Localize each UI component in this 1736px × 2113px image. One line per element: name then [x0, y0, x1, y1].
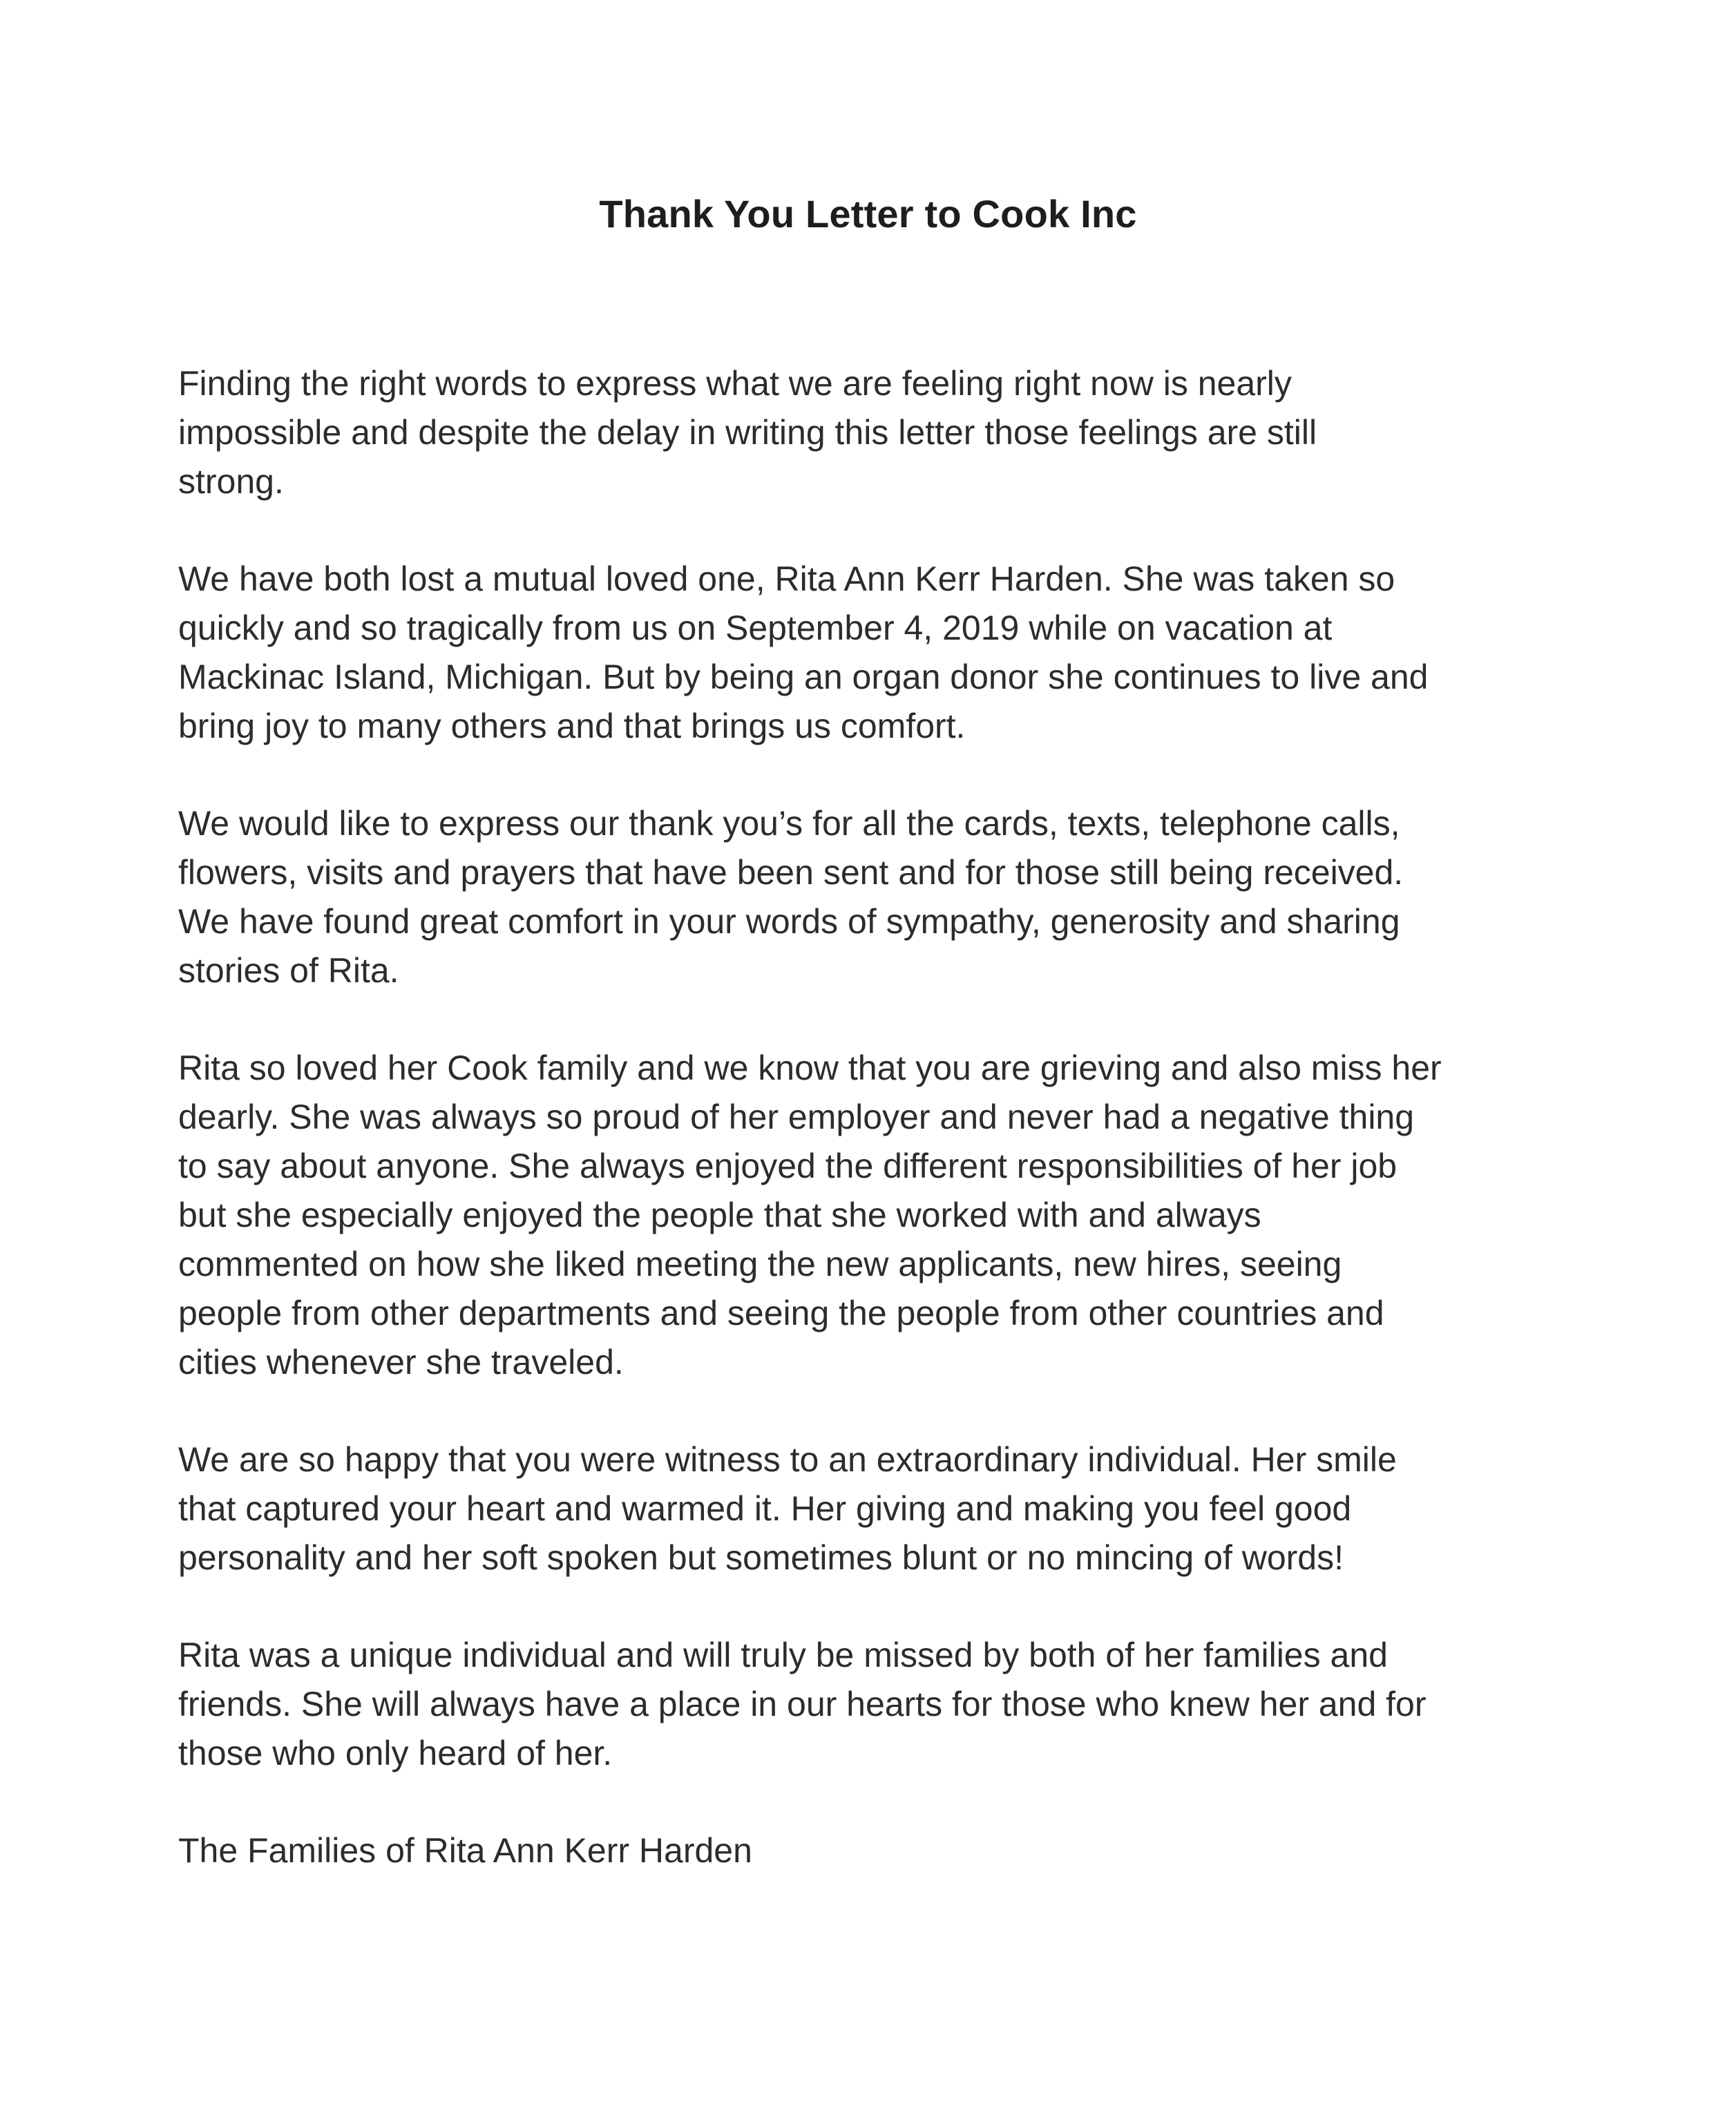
paragraph-closing: [178, 1631, 1560, 1778]
paragraph-line: friends. She will always have a place in our hearts for those who knew her and for: [178, 1685, 1427, 1723]
letter-signature: [178, 1826, 1560, 1875]
paragraph-line: but she especially enjoyed the people that she worked with and always: [178, 1196, 1261, 1234]
paragraph-opening: [178, 359, 1560, 506]
paragraph-line: to say about anyone. She always enjoyed the different responsibilities of her job: [178, 1147, 1398, 1185]
paragraph-line: those who only heard of her.: [178, 1734, 613, 1772]
paragraph-thanks: [178, 799, 1560, 995]
paragraph-line: flowers, visits and prayers that have been sent and for those still being received.: [178, 853, 1404, 892]
paragraph-line: stories of Rita.: [178, 951, 399, 990]
paragraph-line: We have found great comfort in your words of sympathy, generosity and sharing: [178, 902, 1400, 941]
paragraph-line: Rita was a unique individual and will truly be missed by both of her families and: [178, 1636, 1388, 1674]
paragraph-line: We have both lost a mutual loved one, Rita Ann Kerr Harden. She was taken so: [178, 560, 1395, 598]
paragraph-line: commented on how she liked meeting the new applicants, new hires, seeing: [178, 1245, 1342, 1283]
paragraph-line: We would like to express our thank you’s for all the cards, texts, telephone calls,: [178, 804, 1400, 843]
letter-body: [178, 359, 1560, 1924]
paragraph-line: people from other departments and seeing the people from other countries and: [178, 1294, 1384, 1332]
paragraph-witness: [178, 1435, 1560, 1583]
paragraph-cook-family: [178, 1044, 1560, 1387]
paragraph-line: that captured your heart and warmed it. Her giving and making you feel good: [178, 1489, 1352, 1528]
letter-title: Thank You Letter to Cook Inc: [599, 192, 1137, 236]
paragraph-line: quickly and so tragically from us on September 4, 2019 while on vacation at: [178, 609, 1333, 647]
signature-line: The Families of Rita Ann Kerr Harden: [178, 1831, 752, 1870]
paragraph-line: We are so happy that you were witness to an extraordinary individual. Her smile: [178, 1440, 1397, 1479]
paragraph-line: personality and her soft spoken but sometimes blunt or no mincing of words!: [178, 1538, 1344, 1577]
paragraph-line: cities whenever she traveled.: [178, 1343, 624, 1381]
paragraph-line: Mackinac Island, Michigan. But by being an organ donor she continues to live and: [178, 658, 1429, 696]
paragraph-line: impossible and despite the delay in writing this letter those feelings are still: [178, 413, 1317, 452]
paragraph-loss: [178, 555, 1560, 751]
paragraph-line: Rita so loved her Cook family and we know that you are grieving and also miss her: [178, 1049, 1442, 1087]
paragraph-line: strong.: [178, 462, 284, 501]
paragraph-line: bring joy to many others and that brings us comfort.: [178, 707, 966, 745]
paragraph-line: dearly. She was always so proud of her employer and never had a negative thing: [178, 1098, 1415, 1136]
paragraph-line: Finding the right words to express what we are feeling right now is nearly: [178, 364, 1292, 403]
